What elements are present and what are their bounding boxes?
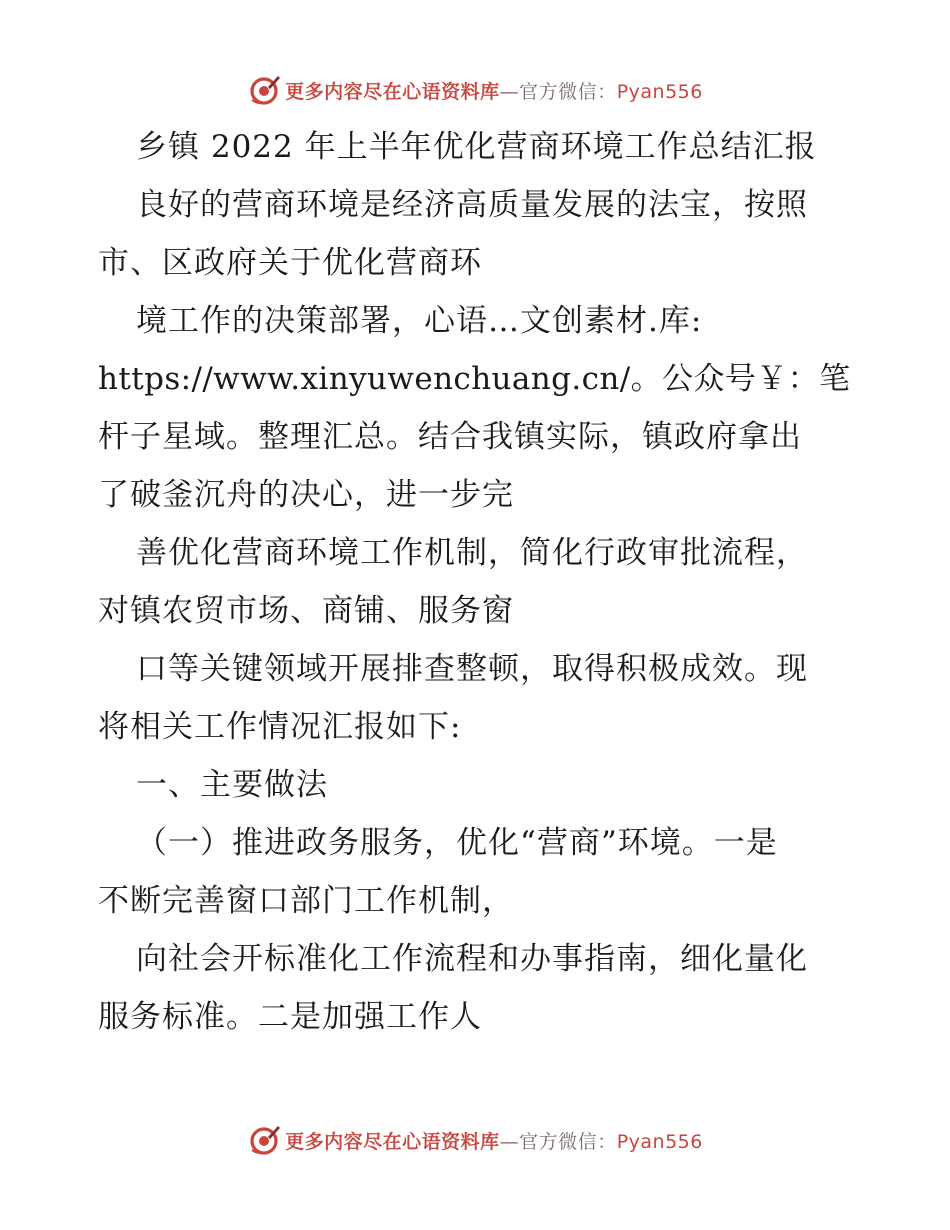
section-heading: 一、主要做法: [136, 767, 328, 803]
banner-dash: —: [499, 1130, 520, 1153]
brush-circle-logo-icon: [247, 73, 281, 107]
paragraph-line: 良好的营商环境是经济高质量发展的法宝，按照: [136, 187, 808, 223]
paragraph-line: 杆子星域。整理汇总。结合我镇实际，镇政府拿出: [98, 419, 802, 455]
banner-account: Pyan556: [616, 80, 703, 103]
paragraph-line: 了破釜沉舟的决心，进一步完: [98, 477, 514, 513]
brush-circle-logo-icon: [247, 1123, 281, 1157]
banner-wechat-label: 官方微信：: [519, 1130, 617, 1153]
banner-lead: 更多内容尽在心语资料库: [285, 80, 500, 103]
banner-text: [285, 1127, 703, 1154]
paragraph-line: 向社会开标准化工作流程和办事指南，细化量化: [136, 941, 808, 977]
header-banner: [0, 70, 950, 110]
paragraph-line: 不断完善窗口部门工作机制，: [98, 883, 514, 919]
paragraph-line: 对镇农贸市场、商铺、服务窗: [98, 593, 514, 629]
paragraph-line: 境工作的决策部署，心语…文创素材.库:: [136, 303, 703, 339]
banner-lead: 更多内容尽在心语资料库: [285, 1130, 500, 1153]
footer-banner: [0, 1120, 950, 1160]
paragraph-line: 将相关工作情况汇报如下:: [98, 709, 462, 745]
paragraph-line: 市、区政府关于优化营商环: [98, 245, 482, 281]
paragraph-line: 服务标准。二是加强工作人: [98, 999, 482, 1035]
paragraph-line: （一）推进政务服务，优化“营商”环境。一是: [136, 825, 778, 861]
banner-account: Pyan556: [616, 1130, 703, 1153]
paragraph-line-url: https://www.xinyuwenchuang.cn/。公众号￥：笔: [98, 361, 851, 397]
paragraph-line: 善优化营商环境工作机制，简化行政审批流程，: [136, 535, 808, 571]
banner-text: [285, 77, 703, 104]
banner-wechat-label: 官方微信：: [519, 80, 617, 103]
banner-dash: —: [499, 80, 520, 103]
document-body: [98, 118, 858, 1046]
document-title: 乡镇 2022 年上半年优化营商环境工作总结汇报: [136, 129, 817, 165]
paragraph-line: 口等关键领域开展排查整顿，取得积极成效。现: [136, 651, 808, 687]
